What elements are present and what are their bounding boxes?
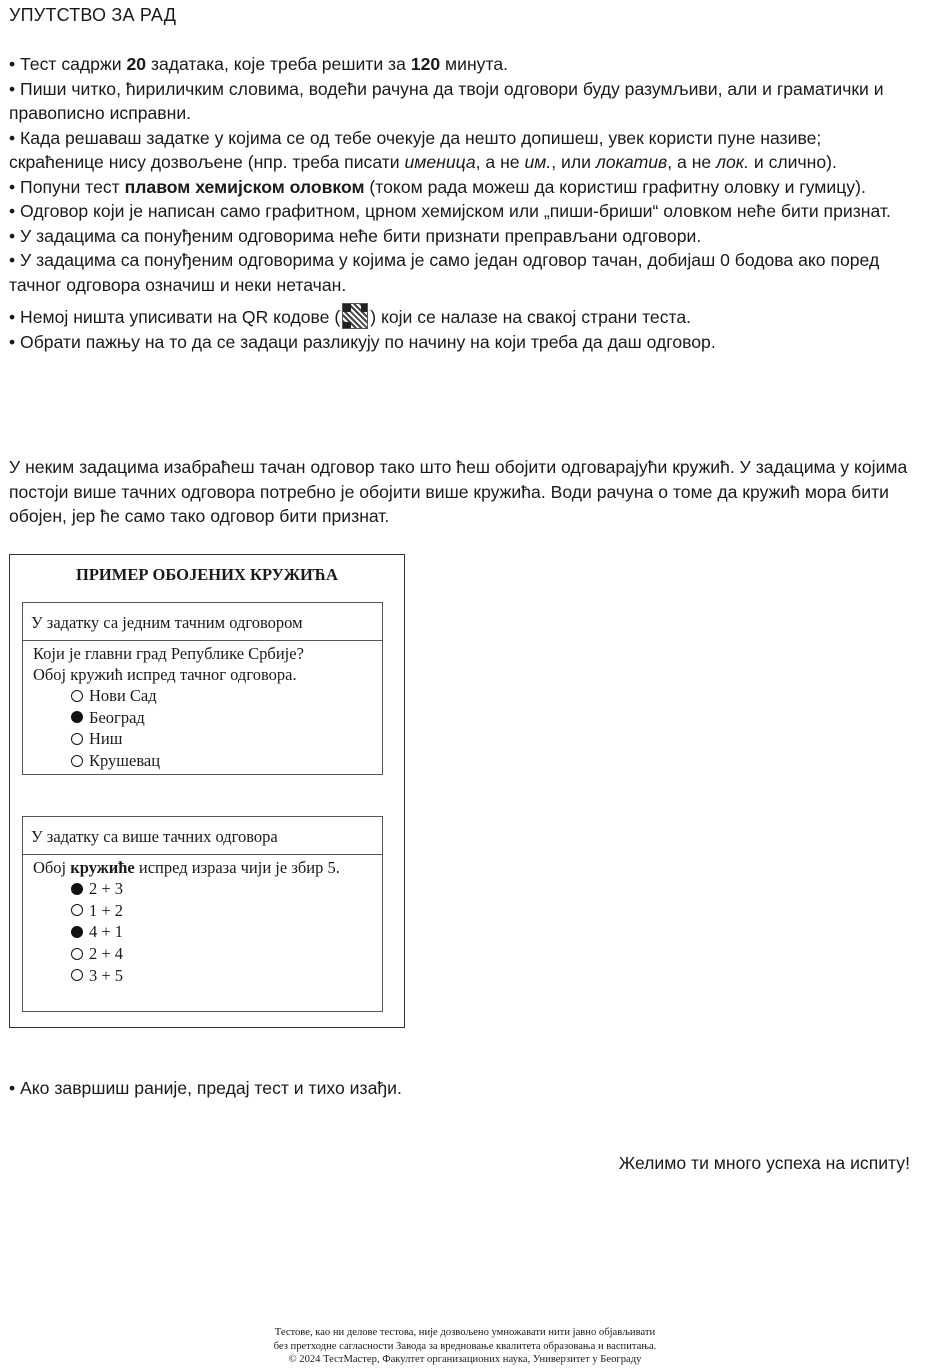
minutes-count: 120 [410, 54, 441, 74]
empty-circle-icon[interactable] [71, 904, 83, 916]
answer-option-label: 2 + 3 [89, 879, 124, 899]
empty-circle-icon[interactable] [71, 755, 83, 767]
multi-instruction: Обој кружиће испред израза чији је збир 5. [33, 858, 340, 877]
rule-blue-pen: • Попуни тест плавом хемијском оловком (током рада можеш да користиш графитну оловку и гумицу). [9, 176, 866, 197]
filled-circle-icon[interactable] [71, 711, 83, 723]
rule-full-names: • Када решаваш задатке у којима се од тебе очекује да нешто допишеш, увек користи пуне називе; скраћенице нису дозвољене (нпр. треба писати именица, а не им., или локатив, а не лок. и слично). [9, 127, 837, 172]
filled-circle-icon[interactable] [71, 883, 83, 895]
single-answer-example [22, 602, 383, 775]
answer-option-label: 1 + 2 [89, 900, 124, 920]
intro-paragraph: У неким задацима изабраћеш тачан одговор тако што ћеш обојити одговарајући кружић. У задацима у којима постоји више тачних одговора потребно је обојити више кружића. Води рачуна о томе да кружић мора бити обојен, јер ће само тако одговор бити признат. [9, 457, 908, 526]
rule-answer-types: • Обрати пажњу на то да се задаци разликују по начину на који треба да даш одговор. [9, 331, 716, 352]
empty-circle-icon[interactable] [71, 690, 83, 702]
answer-option-label: Београд [89, 707, 145, 727]
multi-options [33, 878, 382, 986]
answer-option[interactable] [33, 707, 382, 729]
answer-option[interactable] [33, 964, 382, 986]
empty-circle-icon[interactable] [71, 733, 83, 745]
answer-option-label: Крушевац [89, 751, 161, 771]
answer-option-label: Ниш [89, 729, 123, 749]
rule-single-answer: • У задацима са понуђеним одговорима у којима је само један одговор тачан, добијаш 0 бодова ако поред тачног одговора означиш и неки нетачан. [9, 250, 880, 295]
answer-option[interactable] [33, 921, 382, 943]
page-title: УПУТСТВО ЗА РАД [9, 5, 177, 25]
answer-option[interactable] [33, 943, 382, 965]
instructions-list [9, 52, 914, 354]
answer-option[interactable] [33, 685, 382, 707]
answer-option[interactable] [33, 728, 382, 750]
single-options [33, 685, 382, 771]
multi-answer-example [22, 816, 383, 1012]
rule-no-corrections: • У задацима са понуђеним одговорима неће бити признати преправљани одговори. [9, 225, 702, 246]
rule-qr-codes: • Немој ништа уписивати на QR кодове ( ) који се налазе на свакој страни теста. [9, 303, 914, 330]
rule-write-legibly: • Пиши читко, ћириличким словима, водећи рачуна да твоји одговори буду разумљиви, али и граматички и правописно исправни. [9, 78, 884, 123]
good-luck-message: Желимо ти много успеха на испиту! [618, 1153, 910, 1173]
copyright-footer: Тестове, као ни делове тестова, није дозвољено умножавати нити јавно објављивати без претходне сагласности Завода за вредновање квалитета образовања и васпитања. © 2024 ТестМастер, Факултет организационих наука, Универзитет у Београду [273, 1327, 657, 1366]
answer-option-label: 2 + 4 [89, 944, 124, 964]
single-instruction: Обој кружић испред тачног одговора. [33, 665, 297, 684]
example-box [9, 554, 405, 1028]
answer-option[interactable] [33, 878, 382, 900]
task-count: 20 [126, 54, 147, 74]
single-question: Који је главни град Републике Србије? [33, 644, 304, 663]
rule-pencil-not-accepted: • Одговор који је написан само графитном, црном хемијском или „пиши-бриши“ оловком неће бити признат. [9, 201, 891, 221]
empty-circle-icon[interactable] [71, 969, 83, 981]
answer-option-label: Нови Сад [89, 686, 157, 706]
multi-answer-header: У задатку са више тачних одговора [23, 817, 382, 855]
rule-test-length: • Тест садржи 20 задатака, које треба решити за 120 минута. [9, 54, 509, 74]
answer-option[interactable] [33, 750, 382, 772]
answer-option[interactable] [33, 900, 382, 922]
filled-circle-icon[interactable] [71, 926, 83, 938]
example-title: ПРИМЕР ОБОЈЕНИХ КРУЖИЋА [76, 565, 338, 584]
empty-circle-icon[interactable] [71, 948, 83, 960]
finish-early-note: • Ако завршиш раније, предај тест и тихо изађи. [9, 1078, 402, 1098]
qr-code-icon [342, 303, 368, 329]
answer-option-label: 3 + 5 [89, 965, 124, 985]
single-answer-header: У задатку са једним тачним одговором [23, 603, 382, 641]
answer-option-label: 4 + 1 [89, 922, 124, 942]
